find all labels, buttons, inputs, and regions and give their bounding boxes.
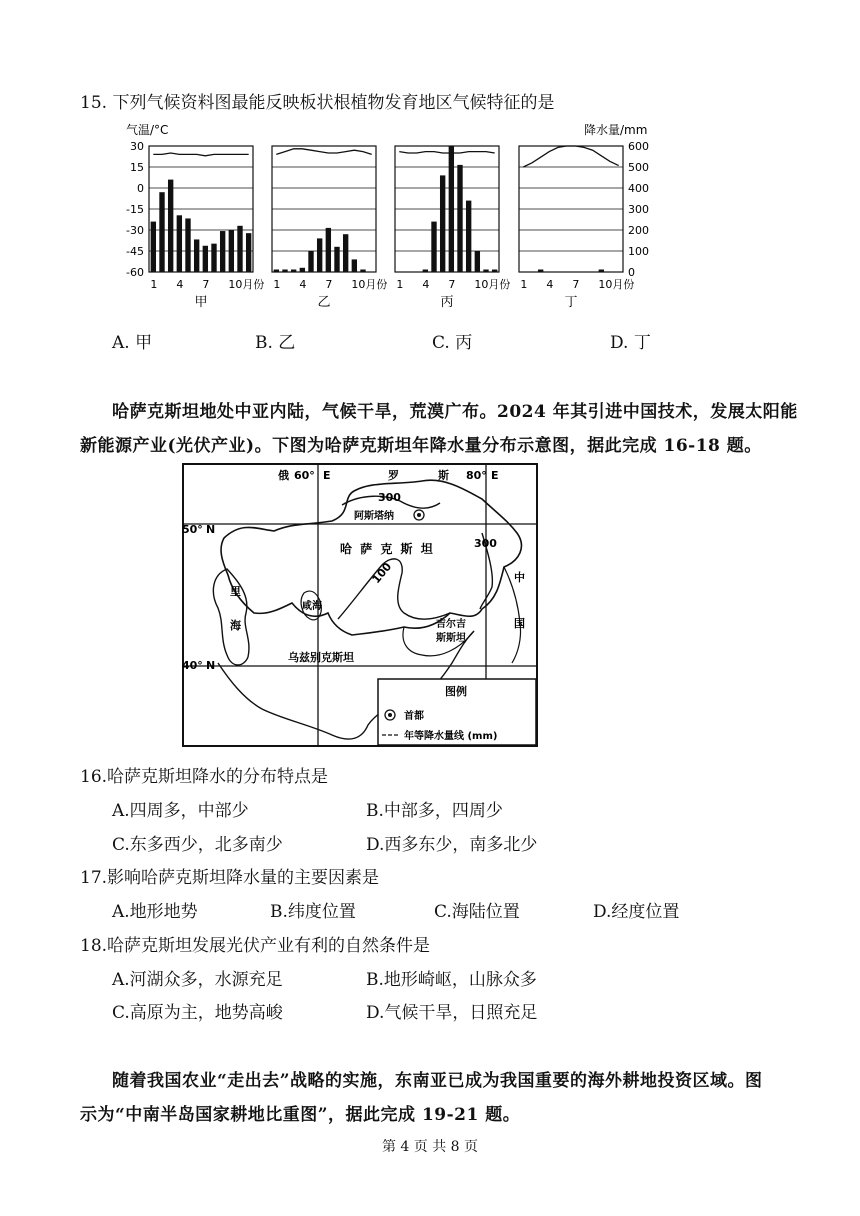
precip-bar — [274, 270, 279, 273]
isoline-100-label: 100 — [369, 560, 395, 587]
precip-bar — [440, 175, 445, 272]
q17-option-b[interactable]: B.纬度位置 — [270, 902, 356, 922]
n-label-2: N — [206, 659, 216, 672]
lat50-label: 50° — [182, 523, 203, 536]
q15-option-c[interactable]: C. 丙 — [432, 333, 473, 353]
precip-tick-label: 600 — [628, 140, 649, 153]
q17-option-d[interactable]: D.经度位置 — [593, 902, 680, 922]
eluo-char-1: 俄 — [278, 469, 289, 482]
climate-charts — [110, 118, 650, 318]
intro-paragraph-1-line-2: 新能源产业(光伏产业)。下图为哈萨克斯坦年降水量分布示意图，据此完成 16-18 题。 — [80, 436, 762, 456]
precip-bar — [168, 180, 173, 272]
month-tick-label: 4 — [422, 278, 430, 291]
e-label-2: E — [491, 469, 499, 482]
precip-bar — [211, 244, 216, 272]
climate-panel-1 — [149, 146, 264, 310]
month-tick-label: 4 — [176, 278, 184, 291]
isoline-300-label-east: 300 — [474, 537, 497, 550]
precip-tick-label: 100 — [628, 245, 649, 258]
legend-capital-label: 首都 — [404, 711, 424, 722]
caspian-char-1: 里 — [230, 585, 241, 598]
precip-bar — [457, 165, 462, 272]
q16-option-d[interactable]: D.西多东少，南多北少 — [366, 835, 538, 855]
q15-option-a[interactable]: A. 甲 — [112, 333, 153, 353]
q15-stem: 15. 下列气候资料图最能反映板状根植物发育地区气候特征的是 — [80, 93, 555, 113]
precip-bar — [237, 226, 242, 272]
kazakhstan-precipitation-map — [182, 463, 538, 747]
precip-bar — [159, 192, 164, 272]
precip-bar — [423, 270, 428, 273]
lon80-label: 80° — [466, 469, 487, 482]
eluo-char-2: 罗 — [388, 469, 399, 482]
q15-option-b[interactable]: B. 乙 — [255, 333, 296, 353]
precip-bar — [194, 239, 199, 272]
kyrgyzstan-label-1: 吉尔吉 — [436, 619, 466, 630]
precip-axis-label: 降水量/mm — [584, 123, 648, 137]
precip-bar — [308, 251, 313, 272]
legend-title: 图例 — [445, 685, 467, 698]
precip-bar — [229, 230, 234, 272]
q18-stem: 18.哈萨克斯坦发展光伏产业有利的自然条件是 — [80, 936, 431, 956]
precip-bar — [492, 270, 497, 273]
q17-option-a[interactable]: A.地形地势 — [112, 902, 198, 922]
q18-option-b[interactable]: B.地形崎岖，山脉众多 — [366, 970, 537, 990]
precip-bar — [475, 251, 480, 272]
precip-bar — [431, 222, 436, 272]
precip-bar — [483, 270, 488, 273]
astana-label: 阿斯塔纳 — [354, 511, 394, 522]
precip-bar — [185, 218, 190, 272]
month-tick-label: 7 — [325, 278, 333, 291]
month-tick-label: 4 — [299, 278, 307, 291]
lat40-label: 40° — [182, 659, 203, 672]
legend-capital-dot — [388, 713, 392, 717]
month-tick-label: 7 — [448, 278, 456, 291]
precip-bar — [246, 233, 251, 272]
precip-bar — [151, 222, 156, 272]
temp-tick-label: -15 — [126, 203, 144, 216]
temp-tick-label: 0 — [137, 182, 144, 195]
intro-paragraph-2-line-2: 示为“中南半岛国家耕地比重图”，据此完成 19-21 题。 — [80, 1105, 521, 1125]
precip-bar — [177, 215, 182, 272]
precip-bar — [466, 201, 471, 272]
china-label-2: 国 — [514, 617, 525, 630]
precip-bar — [326, 228, 331, 272]
precip-bar — [317, 238, 322, 272]
caspian-char-2: 海 — [230, 619, 241, 632]
panel-name: 甲 — [194, 295, 208, 310]
precip-bar — [352, 259, 357, 272]
precip-tick-label: 300 — [628, 203, 649, 216]
climate-panels — [149, 146, 634, 310]
precip-bar — [599, 270, 604, 273]
q16-option-b[interactable]: B.中部多，四周少 — [366, 801, 503, 821]
temp-tick-label: 30 — [130, 140, 144, 153]
month-tick-label: 1 — [273, 278, 281, 291]
intro-paragraph-1-line-1: 哈萨克斯坦地处中亚内陆，气候干旱，荒漠广布。2024 年其引进中国技术，发展太阳能 — [112, 402, 798, 422]
precip-tick-label: 200 — [628, 224, 649, 237]
month-tick-label: 7 — [202, 278, 210, 291]
temp-ticks — [126, 140, 144, 279]
q15-option-d[interactable]: D. 丁 — [610, 333, 651, 353]
month-tick-label: 4 — [546, 278, 554, 291]
e-label-1: E — [323, 469, 331, 482]
intro-paragraph-2-line-1: 随着我国农业“走出去”战略的实施，东南亚已成为我国重要的海外耕地投资区域。图 — [112, 1071, 763, 1091]
climate-panel-2 — [272, 146, 387, 310]
precip-bar — [343, 234, 348, 272]
precip-tick-label: 400 — [628, 182, 649, 195]
q16-stem: 16.哈萨克斯坦降水的分布特点是 — [80, 767, 329, 787]
precip-bar — [449, 146, 454, 272]
month-tick-label: 1 — [150, 278, 158, 291]
precip-bar — [203, 246, 208, 272]
astana-capital-dot — [417, 513, 421, 517]
climate-panel-3 — [395, 146, 510, 310]
q18-option-c[interactable]: C.高原为主，地势高峻 — [112, 1003, 283, 1023]
q16-option-c[interactable]: C.东多西少，北多南少 — [112, 835, 283, 855]
month-tick-label: 10月份 — [351, 278, 388, 291]
precip-ticks — [628, 140, 649, 279]
panel-name: 乙 — [317, 295, 331, 310]
temp-tick-label: 15 — [130, 161, 144, 174]
precip-bar — [538, 270, 543, 273]
panel-name: 丁 — [564, 295, 578, 310]
q17-stem: 17.影响哈萨克斯坦降水量的主要因素是 — [80, 868, 380, 888]
q18-option-a[interactable]: A.河湖众多，水源充足 — [112, 970, 283, 990]
n-label-1: N — [206, 523, 216, 536]
precip-bar — [334, 247, 339, 272]
page-footer: 第 4 页 共 8 页 — [381, 1139, 479, 1155]
climate-panel-4 — [519, 146, 634, 310]
month-tick-label: 1 — [520, 278, 528, 291]
china-label-1: 中 — [514, 571, 525, 584]
q18-option-d[interactable]: D.气候干旱，日照充足 — [366, 1003, 538, 1023]
q16-option-a[interactable]: A.四周多，中部少 — [112, 801, 249, 821]
month-tick-label: 10月份 — [228, 278, 265, 291]
month-tick-label: 7 — [572, 278, 580, 291]
q17-option-c[interactable]: C.海陆位置 — [434, 902, 520, 922]
uzbekistan-label: 乌兹别克斯坦 — [288, 651, 354, 664]
eluo-char-3: 斯 — [438, 469, 449, 482]
temp-tick-label: -45 — [126, 245, 144, 258]
month-tick-label: 10月份 — [598, 278, 635, 291]
precip-tick-label: 500 — [628, 161, 649, 174]
precip-bar — [300, 268, 305, 272]
month-tick-label: 1 — [396, 278, 404, 291]
precip-bar — [282, 270, 287, 273]
precip-bar — [220, 231, 225, 272]
aral-label: 咸海 — [302, 601, 322, 612]
legend-isoline-label: 年等降水量线 (mm) — [404, 731, 498, 742]
precip-bar — [360, 270, 365, 273]
panel-name: 丙 — [440, 295, 454, 310]
precip-tick-label: 0 — [628, 266, 635, 279]
temp-tick-label: -60 — [126, 266, 144, 279]
temp-tick-label: -30 — [126, 224, 144, 237]
kyrgyzstan-label-2: 斯斯坦 — [436, 633, 466, 644]
kazakhstan-label: 哈 萨 克 斯 坦 — [340, 542, 435, 556]
temp-axis-label: 气温/°C — [126, 123, 169, 137]
month-tick-label: 10月份 — [474, 278, 511, 291]
lon60-label: 60° — [294, 469, 315, 482]
isoline-300-label-north: 300 — [378, 491, 401, 504]
precip-bar — [291, 270, 296, 273]
